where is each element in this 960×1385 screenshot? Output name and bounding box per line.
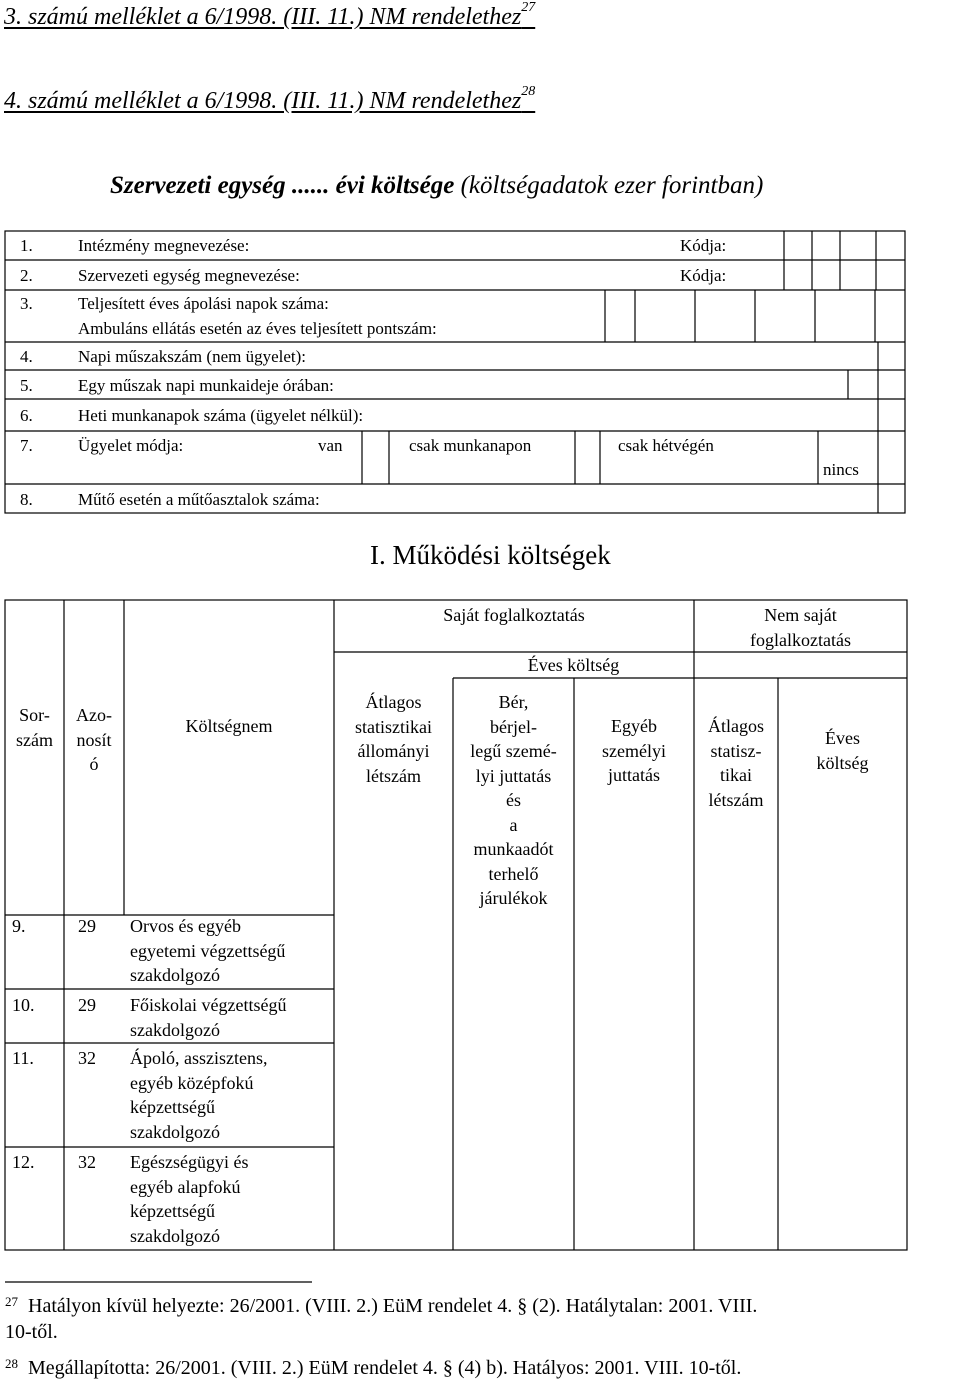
group-header-own: Saját foglalkoztatás bbox=[443, 605, 585, 625]
form-row-6-label: Heti munkanapok száma (ügyelet nélkül): bbox=[78, 406, 364, 425]
duty-option-none: nincs bbox=[823, 460, 859, 479]
form-row-5-label: Egy műszak napi munkaideje órában: bbox=[78, 376, 334, 395]
row-10-code: 29 bbox=[78, 995, 96, 1015]
form-row-4-num: 4. bbox=[20, 347, 33, 366]
footnote-28-text: Megállapította: 26/2001. (VIII. 2.) EüM rendelet 4. § (4) b). Hatályos: 2001. VIII. 10-től. bbox=[28, 1357, 742, 1379]
duty-option-van: van bbox=[318, 436, 343, 455]
form-row-2-label: Szervezeti egység megnevezése: bbox=[78, 266, 300, 285]
col-header-sorszam bbox=[5, 703, 64, 752]
page-title-rest: (költségadatok ezer forintban) bbox=[454, 172, 764, 199]
col-header-wages-line-9: járulékok bbox=[479, 888, 548, 908]
footnote-27-text-2: 10-től. bbox=[5, 1321, 58, 1343]
form-row-3-label-2: Ambuláns ellátás esetén az éves teljesített pontszám: bbox=[78, 319, 437, 338]
row-10-num: 10. bbox=[12, 995, 35, 1015]
col-header-azonosito bbox=[64, 703, 124, 777]
group-header-external bbox=[694, 603, 907, 652]
row-9-label-line-2: egyetemi végzettségű bbox=[130, 940, 286, 961]
col-header-wages-line-5: és bbox=[506, 790, 521, 810]
col-header-ext-cost-line-1: Éves bbox=[825, 728, 860, 748]
col-header-sorszam-line-2: szám bbox=[16, 729, 53, 750]
col-header-azonosito-line-3: ó bbox=[89, 754, 99, 774]
col-header-wages bbox=[453, 690, 574, 911]
footnote-28-ref: 28 bbox=[5, 1356, 18, 1371]
row-11-code: 32 bbox=[78, 1048, 96, 1068]
footnote-ref-27[interactable]: 27 bbox=[521, 0, 536, 15]
section-title: I. Működési költségek bbox=[370, 540, 611, 570]
row-10-label bbox=[130, 993, 286, 1042]
col-header-wages-line-1: Bér, bbox=[498, 692, 529, 712]
footnote-27-text-1: Hatályon kívül helyezte: 26/2001. (VIII. 2.) EüM rendelet 4. § (2). Hatálytalan: 2001. VIII. bbox=[28, 1295, 758, 1317]
group-header-external-line-2: foglalkoztatás bbox=[750, 629, 851, 650]
col-header-avg-staff-line-1: Átlagos bbox=[365, 692, 422, 712]
form-row-6-num: 6. bbox=[20, 406, 33, 425]
row-9-code: 29 bbox=[78, 916, 96, 936]
col-header-ext-avg-line-3: tikai bbox=[720, 765, 752, 785]
col-header-other-personal bbox=[574, 714, 694, 788]
form-row-4-label: Napi műszakszám (nem ügyelet): bbox=[78, 347, 307, 366]
col-header-wages-line-4: lyi juttatás bbox=[475, 765, 552, 786]
row-12-label-line-1: Egészségügyi és bbox=[130, 1152, 249, 1172]
form-row-1-label: Intézmény megnevezése: bbox=[78, 236, 250, 255]
col-header-wages-line-8: terhelő bbox=[488, 863, 539, 884]
row-11-label-line-4: szakdolgozó bbox=[130, 1121, 220, 1142]
col-header-ext-annual-cost bbox=[778, 726, 907, 775]
row-9-num: 9. bbox=[12, 916, 26, 936]
col-header-other-line-3: juttatás bbox=[608, 765, 660, 785]
footnote-28 bbox=[5, 1355, 741, 1381]
row-12-label-line-2: egyéb alapfokú bbox=[130, 1176, 241, 1197]
row-11-label bbox=[130, 1046, 267, 1144]
footnote-ref-28[interactable]: 28 bbox=[521, 84, 536, 99]
form-row-5-num: 5. bbox=[20, 376, 33, 395]
col-header-avg-staff-line-3: állományi bbox=[357, 741, 430, 761]
duty-option-workdays: csak munkanapon bbox=[409, 436, 532, 455]
duty-option-weekend: csak hétvégén bbox=[618, 436, 714, 455]
row-11-label-line-3: képzettségű bbox=[130, 1097, 215, 1117]
col-header-azonosito-line-2: nosít bbox=[76, 729, 112, 750]
footnote-27 bbox=[5, 1293, 757, 1345]
form-row-3-label: Teljesített éves ápolási napok száma: bbox=[78, 294, 329, 313]
group-header-annual-cost: Éves költség bbox=[527, 655, 620, 675]
row-9-label-line-1: Orvos és egyéb bbox=[130, 916, 241, 936]
form-row-2-code-label: Kódja: bbox=[680, 266, 727, 285]
row-11-label-line-1: Ápoló, asszisztens, bbox=[130, 1048, 268, 1068]
col-header-ext-cost-line-2: költség bbox=[816, 752, 869, 773]
col-header-ext-avg-line-1: Átlagos bbox=[708, 716, 764, 736]
col-header-sorszam-line-1: Sor- bbox=[19, 705, 50, 725]
form-row-7-num: 7. bbox=[20, 436, 33, 455]
row-12-label-line-3: képzettségű bbox=[130, 1201, 215, 1221]
row-10-label-line-1: Főiskolai végzettségű bbox=[130, 995, 287, 1015]
col-header-other-line-2: személyi bbox=[602, 740, 666, 761]
form-row-3-num: 3. bbox=[20, 294, 33, 313]
row-12-label-line-4: szakdolgozó bbox=[130, 1225, 220, 1246]
row-12-label bbox=[130, 1150, 248, 1248]
footnote-27-ref: 27 bbox=[5, 1294, 18, 1309]
row-11-label-line-2: egyéb középfokú bbox=[130, 1072, 254, 1093]
form-row-2-num: 2. bbox=[20, 266, 33, 285]
col-header-wages-line-6: a bbox=[509, 814, 518, 835]
col-header-ext-avg-line-4: létszám bbox=[708, 789, 764, 810]
form-row-8-label: Műtő esetén a műtőasztalok száma: bbox=[78, 490, 320, 509]
group-header-external-line-1: Nem saját bbox=[764, 605, 837, 625]
col-header-wages-line-3: legű szemé- bbox=[470, 741, 557, 761]
header-line-1-text: 3. számú melléklet a 6/1998. (III. 11.) NM rendelethez bbox=[4, 4, 522, 30]
row-9-label bbox=[130, 914, 285, 988]
col-header-avg-staff-line-2: statisztikai bbox=[355, 716, 432, 737]
row-12-code: 32 bbox=[78, 1152, 96, 1172]
row-9-label-line-3: szakdolgozó bbox=[130, 965, 220, 985]
row-11-num: 11. bbox=[12, 1048, 34, 1068]
col-header-other-line-1: Egyéb bbox=[611, 716, 657, 736]
col-header-azonosito-line-1: Azo- bbox=[76, 705, 112, 725]
row-10-label-line-2: szakdolgozó bbox=[130, 1019, 220, 1040]
row-12-num: 12. bbox=[12, 1152, 35, 1172]
col-header-avg-staff-line-4: létszám bbox=[366, 765, 421, 786]
col-header-koltsegnem: Költségnem bbox=[185, 716, 273, 736]
header-line-2-text: 4. számú melléklet a 6/1998. (III. 11.) NM rendelethez bbox=[4, 88, 522, 114]
page-title-bold: Szervezeti egység ...... évi költsége bbox=[110, 172, 455, 199]
form-row-8-num: 8. bbox=[20, 490, 33, 509]
form-row-7-label: Ügyelet módja: bbox=[78, 436, 184, 455]
col-header-avg-staff bbox=[334, 690, 453, 788]
form-row-1-num: 1. bbox=[20, 236, 33, 255]
col-header-ext-avg-line-2: statisz- bbox=[710, 740, 762, 761]
col-header-wages-line-7: munkaadót bbox=[473, 839, 554, 859]
form-row-1-code-label: Kódja: bbox=[680, 236, 727, 255]
col-header-ext-avg-staff bbox=[694, 714, 778, 812]
col-header-wages-line-2: bérjel- bbox=[490, 716, 537, 737]
